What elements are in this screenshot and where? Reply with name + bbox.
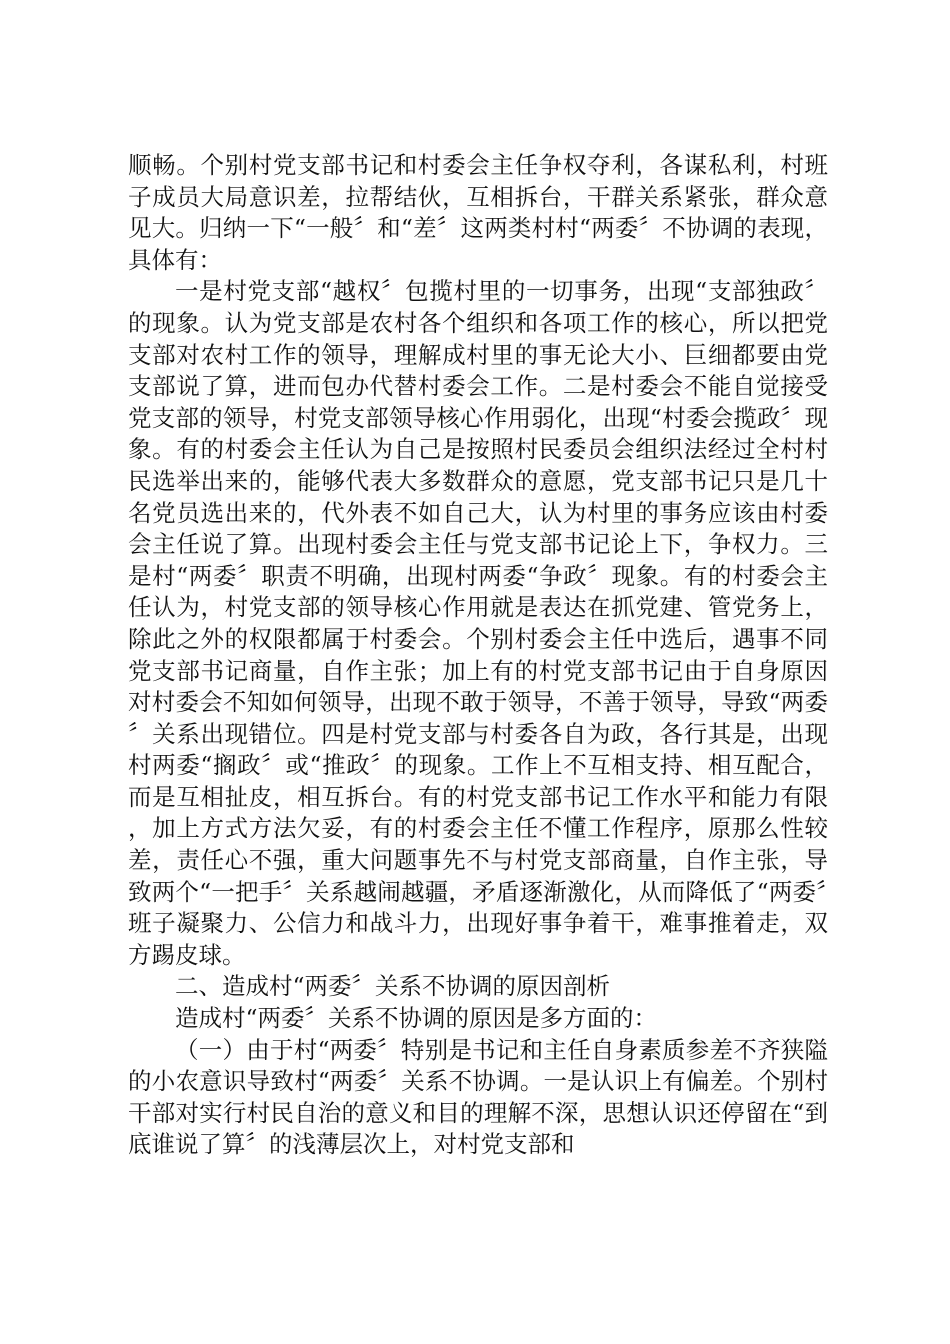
paragraph-continuation: 顺畅。个别村党支部书记和村委会主任争权夺利，各谋私利，村班子成员大局意识差，拉帮结伙，互相拆台，干群关系紧张，群众意见大。归纳一下“一般〞和“差〞这两类村村“两委〞不协调的表现，具体有： bbox=[128, 151, 828, 274]
document-body bbox=[128, 150, 828, 1161]
paragraph-manifestations: 一是村党支部“越权〞包揽村里的一切事务，出现“支部独政〞的现象。认为党支部是农村各个组织和各项工作的核心，所以把党支部对农村工作的领导，理解成村里的事无论大小、巨细都要由党支部说了算，进而包办代替村委会工作。二是村委会不能自觉接受党支部的领导，村党支部领导核心作用弱化，出现“村委会揽政〞现象。有的村委会主任认为自己是按照村民委员会组织法经过全村村民选举出来的，能够代表大多数群众的意愿，党支部书记只是几十名党员选出来的，代外表不如自己大，认为村里的事务应该由村委会主任说了算。出现村委会主任与党支部书记论上下，争权力。三是村“两委〞职责不明确，出现村两委“争政〞现象。有的村委会主任认为，村党支部的领导核心作用就是表达在抓党建、管党务上，除此之外的权限都属于村委会。个别村委会主任中选后，遇事不同党支部书记商量，自作主张；加上有的村党支部书记由于自身原因对村委会不知如何领导，出现不敢于领导，不善于领导，导致“两委〞关系出现错位。四是村党支部与村委各自为政，各行其是，出现村两委“搁政〞或“推政〞的现象。工作上不互相支持、相互配合，而是互相扯皮，相互拆台。有的村党支部书记工作水平和能力有限，加上方式方法欠妥，有的村委会主任不懂工作程序，原那么性较差，责任心不强，重大问题事先不与村党支部商量，自作主张，导致两个“一把手〞关系越闹越疆，矛盾逐渐激化，从而降低了“两委〞班子凝聚力、公信力和战斗力，出现好事争着干，难事推着走，双方踢皮球。 bbox=[128, 277, 828, 969]
paragraph-causes-intro: 造成村“两委〞关系不协调的原因是多方面的： bbox=[175, 1004, 658, 1033]
paragraph-cause-one: （一）由于村“两委〞特别是书记和主任自身素质参差不齐狭隘的小农意识导致村“两委〞关系不协调。一是认识上有偏差。个别村干部对实行村民自治的意义和目的理解不深，思想认识还停留在“到底谁说了算〞的浅薄层次上，对村党支部和 bbox=[128, 1035, 828, 1159]
section-heading-causes: 二、造成村“两委〞关系不协调的原因剖析 bbox=[175, 972, 611, 1001]
